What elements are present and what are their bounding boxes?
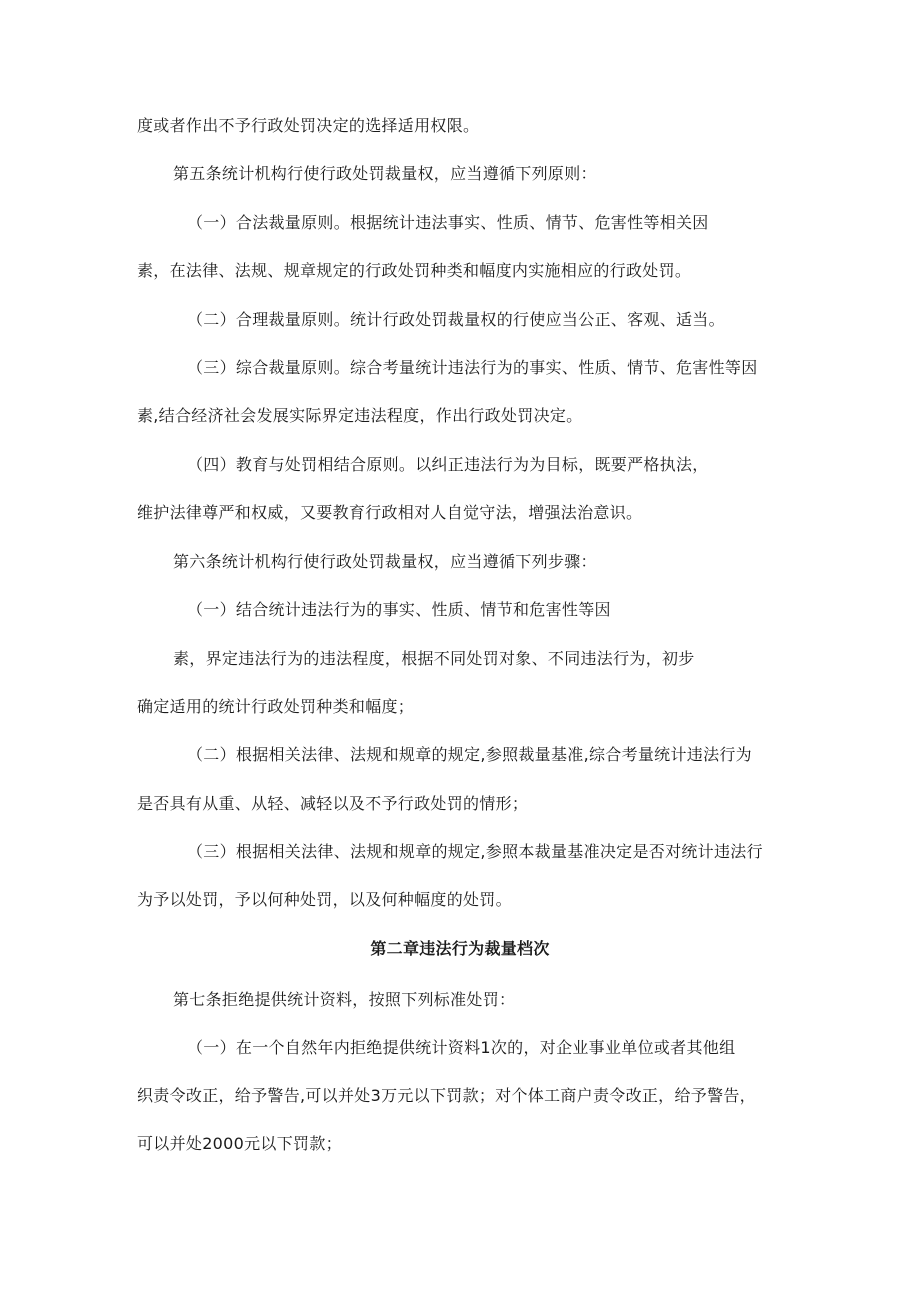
article-5-heading: 第五条统计机构行使行政处罚裁量权，应当遵循下列原则： <box>173 164 597 183</box>
text-line: 素，在法律、法规、规章规定的行政处罚种类和幅度内实施相应的行政处罚。 <box>137 261 692 280</box>
chapter-2-title: 第二章违法行为裁量档次 <box>370 939 550 958</box>
text-line: 素，界定违法行为的违法程度，根据不同处罚对象、不同违法行为，初步 <box>173 649 695 668</box>
text-line: （一）合法裁量原则。根据统计违法事实、性质、情节、危害性等相关因 <box>187 213 709 232</box>
text-line: （三）综合裁量原则。综合考量统计违法行为的事实、性质、情节、危害性等因 <box>187 358 758 377</box>
article-7-heading: 第七条拒绝提供统计资料，按照下列标准处罚： <box>173 990 516 1009</box>
text-line: （三）根据相关法律、法规和规章的规定,参照本裁量基准决定是否对统计违法行 <box>187 842 763 861</box>
text-line: （一）在一个自然年内拒绝提供统计资料1次的，对企业事业单位或者其他组 <box>187 1038 736 1057</box>
text-line: （一）结合统计违法行为的事实、性质、情节和危害性等因 <box>187 600 611 619</box>
text-line: 素,结合经济社会发展实际界定违法程度，作出行政处罚决定。 <box>137 406 583 425</box>
article-6-heading: 第六条统计机构行使行政处罚裁量权，应当遵循下列步骤： <box>173 552 597 571</box>
text-line: （四）教育与处罚相结合原则。以纠正违法行为为目标，既要严格执法， <box>187 455 709 474</box>
text-line: 度或者作出不予行政处罚决定的选择适用权限。 <box>137 116 480 135</box>
text-line: 织责令改正，给予警告,可以并处3万元以下罚款；对个体工商户责令改正，给予警告， <box>137 1086 756 1105</box>
text-line: 维护法律尊严和权威，又要教育行政相对人自觉守法，增强法治意识。 <box>137 503 643 522</box>
text-line: 为予以处罚，予以何种处罚，以及何种幅度的处罚。 <box>137 890 512 909</box>
text-line: 可以并处2000元以下罚款； <box>137 1134 342 1153</box>
text-line: 确定适用的统计行政处罚种类和幅度； <box>137 697 415 716</box>
text-line: （二）合理裁量原则。统计行政处罚裁量权的行使应当公正、客观、适当。 <box>187 310 725 329</box>
text-line: （二）根据相关法律、法规和规章的规定,参照裁量基准,综合考量统计违法行为 <box>187 745 752 764</box>
text-line: 是否具有从重、从轻、减轻以及不予行政处罚的情形； <box>137 794 529 813</box>
